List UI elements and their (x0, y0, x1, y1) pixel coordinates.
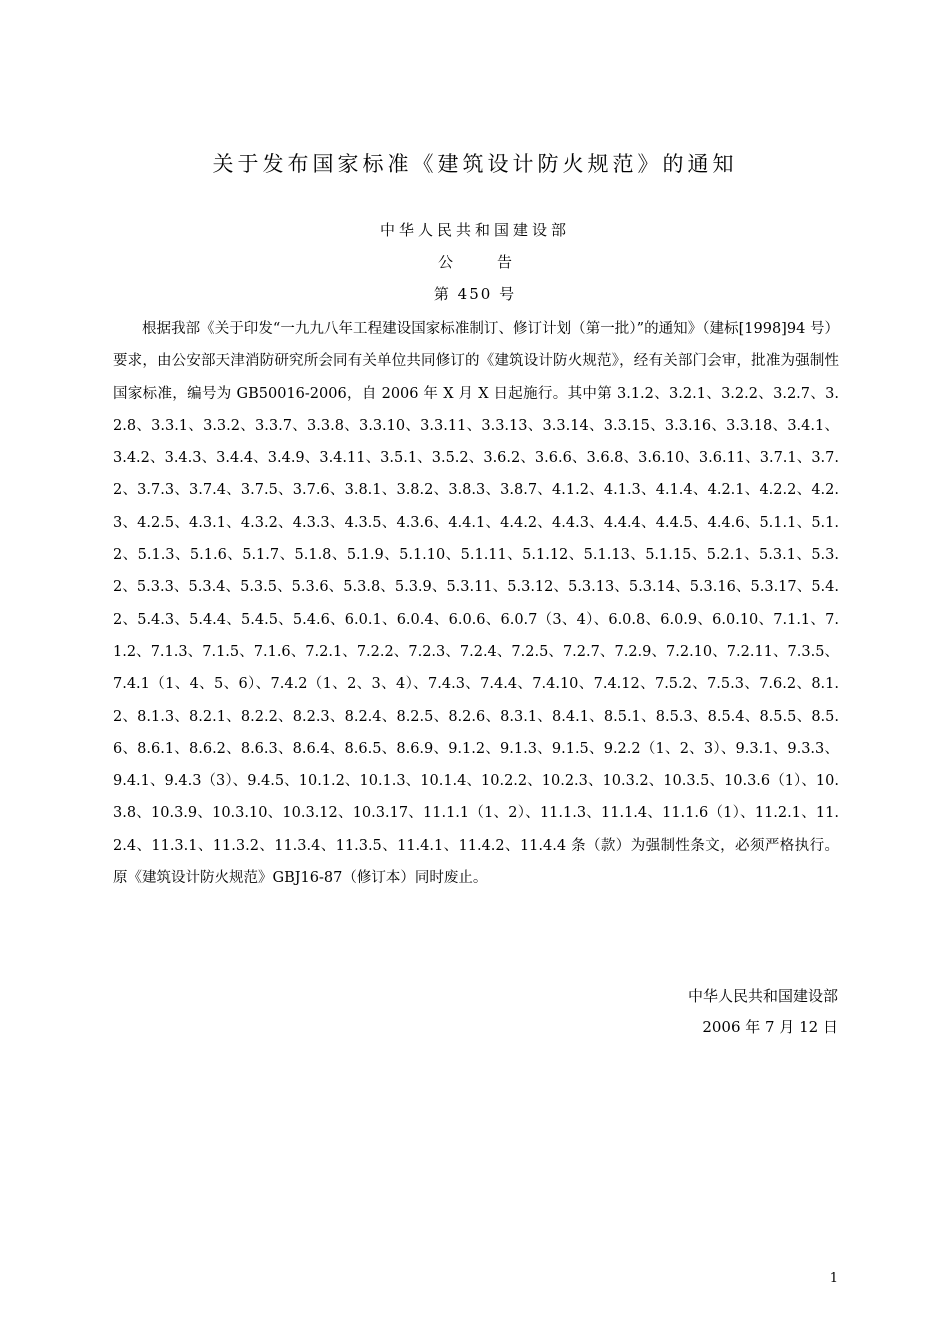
page-number: 1 (829, 1271, 838, 1286)
document-number: 第 450 号 (433, 285, 517, 303)
signature-organization: 中华人民共和国建设部 (687, 987, 838, 1005)
issuer-name: 中华人民共和国建设部 (379, 221, 570, 239)
document-title: 关于发布国家标准《建筑设计防火规范》的通知 (212, 152, 738, 176)
document-type: 公告 (437, 253, 556, 271)
signature-date: 2006 年 7 月 12 日 (702, 1018, 838, 1036)
body-paragraph: 根据我部《关于印发“一九九八年工程建设国家标准制订、修订计划（第一批）”的通知》（建标[1998]94 号）要求，由公安部天津消防研究所会同有关单位共同修订的《建筑设计防火规范》，经有关部门会审，批准为强制性国家标准，编号为 GB50016-2006，自 2006 年 X 月 X 日起施行。其中第 3.1.2、3.2.1、3.2.2、3.2.7、3.2.8、3.3.1、3.3.2、3.3.7、3.3.8、3.3.10、3.3.11、3.3.13、3.3.14、3.3.15、3.3.16、3.3.18、3.4.1、3.4.2、3.4.3、3.4.4、3.4.9、3.4.11、3.5.1、3.5.2、3.6.2、3.6.6、3.6.8、3.6.10、3.6.11、3.7.1、3.7.2、3.7.3、3.7.4、3.7.5、3.7.6、3.8.1、3.8.2、3.8.3、3.8.7、4.1.2、4.1.3、4.1.4、4.2.1、4.2.2、4.2.3、4.2.5、4.3.1、4.3.2、4.3.3、4.3.5、4.3.6、4.4.1、4.4.2、4.4.3、4.4.4、4.4.5、4.4.6、5.1.1、5.1.2、5.1.3、5.1.6、5.1.7、5.1.8、5.1.9、5.1.10、5.1.11、5.1.12、5.1.13、5.1.15、5.2.1、5.3.1、5.3.2、5.3.3、5.3.4、5.3.5、5.3.6、5.3.8、5.3.9、5.3.11、5.3.12、5.3.13、5.3.14、5.3.16、5.3.17、5.4.2、5.4.3、5.4.4、5.4.5、5.4.6、6.0.1、6.0.4、6.0.6、6.0.7（3、4）、6.0.8、6.0.9、6.0.10、7.1.1、7.1.2、7.1.3、7.1.5、7.1.6、7.2.1、7.2.2、7.2.3、7.2.4、7.2.5、7.2.7、7.2.9、7.2.10、7.2.11、7.3.5、7.4.1（1、4、5、6）、7.4.2（1、2、3、4）、7.4.3、7.4.4、7.4.10、7.4.12、7.5.2、7.5.3、7.6.2、8.1.2、8.1.3、8.2.1、8.2.2、8.2.3、8.2.4、8.2.5、8.2.6、8.3.1、8.4.1、8.5.1、8.5.3、8.5.4、8.5.5、8.5.6、8.6.1、8.6.2、8.6.3、8.6.4、8.6.5、8.6.9、9.1.2、9.1.3、9.1.5、9.2.2（1、2、3）、9.3.1、9.3.3、9.4.1、9.4.3（3）、9.4.5、10.1.2、10.1.3、10.1.4、10.2.2、10.2.3、10.3.2、10.3.5、10.3.6（1）、10.3.8、10.3.9、10.3.10、10.3.12、10.3.17、11.1.1（1、2）、11.1.3、11.1.4、11.1.6（1）、11.2.1、11.2.4、11.3.1、11.3.2、11.3.4、11.3.5、11.4.1、11.4.2、11.4.4 条（款）为强制性条文，必须严格执行。原《建筑设计防火规范》GBJ16-87（修订本）同时废止。 (113, 321, 839, 887)
